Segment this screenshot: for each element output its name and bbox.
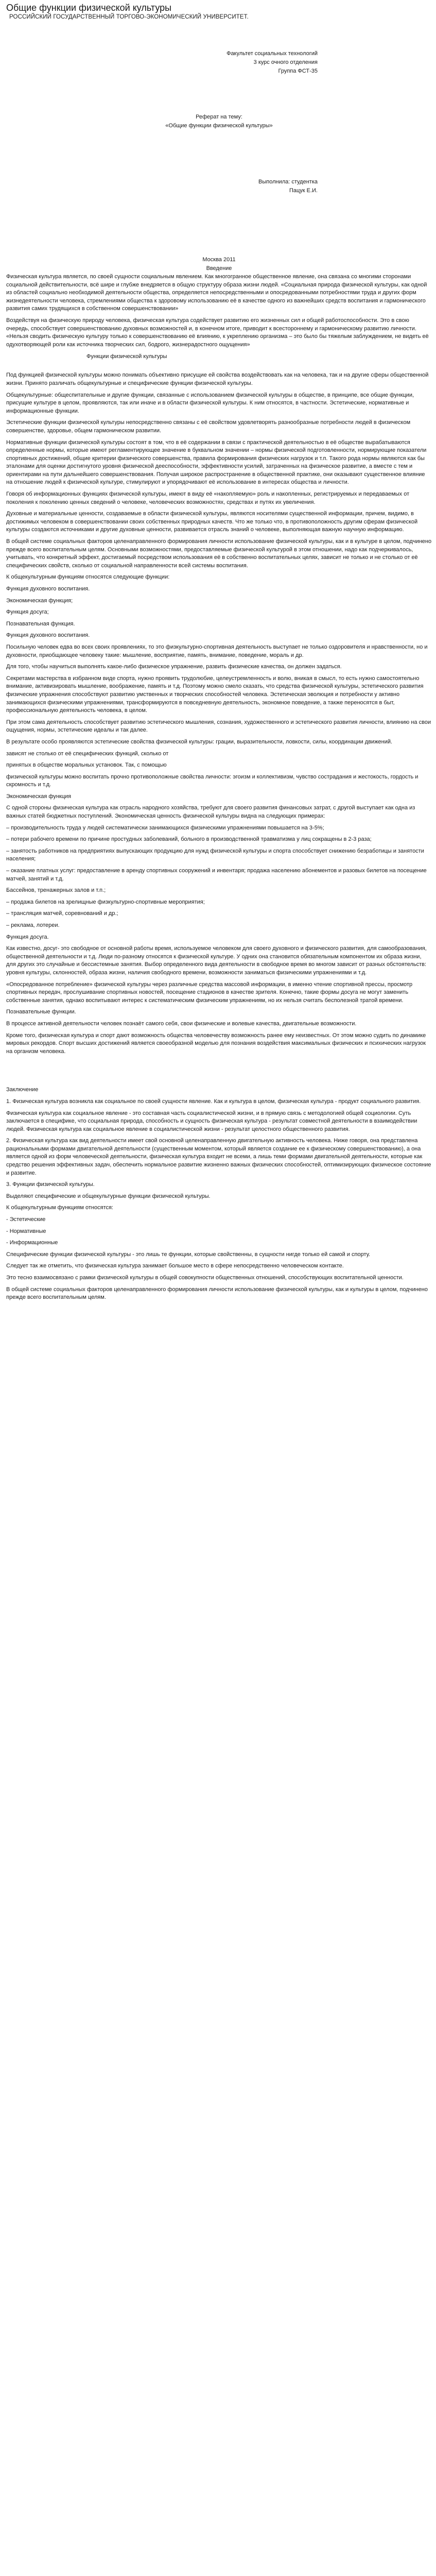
author-name: Пацук Е.И. (289, 188, 318, 194)
conclusion-section (6, 1086, 432, 1301)
functions-paragraph: Говоря об информационных функциях физической культуры, имеют в виду её «накопляемую» роль и накопленных, регистрируемых и передаваемых от поколения к поколению ценных сведений о человеке, человеческих возможностях, средствах и путях их увеличения. (6, 491, 410, 505)
functions-section (6, 371, 432, 1056)
conclusion-paragraph: Выделяют специфические и общекультурные функции физической культуры. (6, 1193, 211, 1199)
functions-subheading: Познавательные функции. (6, 1009, 76, 1015)
functions-subheading: Функция духовного воспитания. (6, 632, 90, 639)
conclusion-heading: Заключение (6, 1087, 39, 1093)
functions-paragraph: С одной стороны физическая культура как отрасль народного хозяйства, требуют для своего развития финансовых затрат, с другой выступает как одна из важных статей бюджетных поступлений. Экономическая ценность физической культуры видна на следующих примерах: (6, 805, 415, 820)
functions-list-item: – трансляция матчей, соревнований и др.; (6, 910, 118, 917)
functions-paragraph: «Опосредованное потребление» физической культуры через различные средства массовой информации, в именно чтение спортивной прессы, просмотр спортивных передач, прослушивание спортивных новостей, посещение стадионов в качестве зрителя. Конечно, такие формы досуга не могут заменить собственные занятия, однако воспитывают интерес к систематическим физическим упражнениям, но их нельзя считать бесполезной тратой времени. (6, 981, 413, 1004)
conclusion-paragraph: Это тесно взаимосвязано с рамки физической культуры в общей совокупности общественных отношений, способствующих воспитательной ценности. (6, 1275, 404, 1281)
group-line: Группа ФСТ-35 (278, 68, 318, 74)
functions-list-item: Бассейнов, тренажерных залов и т.п.; (6, 887, 106, 894)
functions-paragraph: Общекультурные: общеспитательные и другие функции, связанные с использованием физической культуры в обществе, в принципе, все общие функции, присущие культуре в целом, проявляются, так или иначе и в области физической культуры. К ним относятся, в частности. Эстетические, нормативные и информационные функции. (6, 392, 414, 414)
functions-paragraph: Эстетические функции физической культуры непосредственно связаны с её свойством удовлетворять разнообразные потребности людей в физическом совершенстве, здоровье, общем гармоническом развитии. (6, 419, 411, 434)
university-name: РОССИЙСКИЙ ГОСУДАРСТВЕННЫЙ ТОРГОВО-ЭКОНОМИЧЕСКИЙ УНИВЕРСИТЕТ. (9, 14, 249, 20)
functions-paragraph: физической культуры можно воспитать прочно противоположные свойства личности: эгоизм и коллективизм, чувство сострадания и жестокость, гордость и скромность и т.д. (6, 773, 418, 788)
conclusion-paragraph: Физическая культура как социальное явление - это составная часть социалистической жизни, и в прямую связь с методологией общей социологии. Суть заключается в специфике, что социальная природа, способность и сущность физическая культура - результат совместной деятельности в взаимодействии людей. Физическая культура как социальное явление в социалистической жизни - результат целостного общественного развития. (6, 1110, 417, 1132)
conclusion-list-item: - Эстетические (6, 1216, 46, 1223)
functions-list-item: – занятость работников на предприятиях выпускающих продукцию для нужд физической культуры и спорта способствует снижению безработицы и занятости населения; (6, 848, 424, 862)
functions-list-item: – оказание платных услуг: предоставление в аренду спортивных сооружений и инвентаря; продажа населению абонементов и разовых билетов на посещение матчей, занятий и т.д. (6, 868, 427, 882)
functions-paragraph: К общекультурным функциям относятся следующие функции: (6, 574, 170, 581)
author-block (6, 178, 318, 195)
conclusion-paragraph: Специфические функции физической культуры - это лишь те функции, которые свойственны, в сущности нигде только ей самой и спорту. (6, 1251, 371, 1258)
functions-list-item: Экономическая функция; (6, 597, 73, 604)
functions-list-item: Познавательная функция. (6, 620, 75, 627)
document-title: Общие функции физической культуры (6, 3, 172, 13)
course-line: 3 курс очного отделения (253, 59, 318, 65)
functions-list-item: – продажа билетов на зрелищные физкультурно-спортивные мероприятия; (6, 899, 205, 905)
functions-paragraph: В процессе активной деятельности человек познаёт самого себя, свои физические и волевые качества, двигательные возможности. (6, 1020, 357, 1027)
functions-list-item: Функция духовного воспитания. (6, 586, 90, 592)
essay-topic-title: «Общие функции физической культуры» (165, 123, 273, 129)
essay-topic-label: Реферат на тему: (196, 114, 242, 120)
author-label: Выполнила: студентка (258, 179, 318, 185)
functions-paragraph: При этом сама деятельность способствует развитию эстетического мышления, сознания, художественного и эстетического развития личности, влиянию на свои ощущения, нормы, эстетические идеалы и так далее. (6, 719, 431, 734)
conclusion-paragraph: 2. Физическая культура как вид деятельности имеет свой основной целенаправленную двигательную активность человека. Ниже говоря, она представлена рациональными формами двигательной деятельности (существенным моментом, который является создание ее к физическому совершенствованию), а она является одной из форм человеческой деятельности, физическая культура входит не всеми, а лишь теми формами двигательной деятельности, которые как средство решения эффективных задач, обеспечить нормальное развитие жизненно важных физических способностей, оптимизирующих физическое состояние и развитие. (6, 1138, 431, 1176)
city-year: Москва 2011 (202, 257, 236, 263)
functions-subheading: Функция досуга. (6, 934, 49, 940)
conclusion-list-item: - Нормативные (6, 1228, 46, 1234)
faculty-line: Факультет социальных технологий (226, 50, 318, 57)
functions-paragraph: Нормативные функции физической культуры состоят в том, что в её содержании в связи с практической деятельностью в её обществе вырабатываются определенные нормы, которые имеют регламентирующее значение в буквальном значении – нормы физической подготовленности, нормирующие показатели спортивных достижений, общие критерии физического совершенства, правила формирования физических нагрузок и т.п. Такого рода нормы являются как бы эталонами для оценки достигнутого уровня физической дееспособности, эффективности усилий, затраченных на физическое развитие, а вместе с тем и ориентирами на пути дальнейшего совершенствования. Получая широкое распространение в общественной практике, они оказывают существенное влияние на отношение людей к физической культуре, стимулируют и упорядочивают её использование в интересах общества и личности. (6, 439, 427, 486)
functions-paragraph: Секретами мастерства в избранном виде спорта, нужно проявить трудолюбие, целеустремленность и волю, вникая в смысл, то есть нужно самостоятельно внимание, активизировать мышление, воображение, память и т.д. Поэтому можно смело сказать, что средства физической культуры, эстетического развития физические упражнения способствуют развитию умственных и творческих способностей человека. Эстетическая эволюция и потребности у активно занимающихся физическими упражнениями, трансформируются в повседневную деятельность, экономное поведение, а также переносятся в быт, профессиональную деятельность человека, в целом. (6, 675, 424, 714)
conclusion-paragraph: Следует так же отметить, что физическая культура занимает большое место в сфере непосредственно человеческом контакте. (6, 1263, 344, 1269)
conclusion-paragraph: К общекультурным функциям относятся: (6, 1205, 113, 1211)
functions-list-item: – потери рабочего времени по причине простудных заболеваний, больного в производственной травматизма у лиц сокращены в 2-3 раза; (6, 836, 372, 843)
functions-list-item: Функция досуга; (6, 609, 49, 616)
essay-topic-block (6, 113, 432, 130)
intro-heading: Введение (206, 265, 232, 272)
intro-paragraph: Физическая культура является, по своей сущности социальным явлением. Как многогранное общественное явление, она связана со многими сторонами социальной действительности, всё шире и глубже внедряется в общую структуру образа жизни людей. «Социальная природа физической культуры, как одной из областей социально необходимой деятельности общества, определяется непосредственными и опосредованными потребностями труда и других форм жизнедеятельности человека, стремлениями общества к здоровому использованию её в качестве одного из важнейших средств воспитания и гармонического развития самих трудящихся в собственном совершенствовании» (6, 274, 427, 312)
conclusion-paragraph: 1. Физическая культура возникла как социальное по своей сущности явление. Как и культура в целом, физическая культура - продукт социального развития. (6, 1098, 421, 1105)
functions-paragraph: В общей системе социальных факторов целенаправленного формирования личности использование физической культуры, как и в культуре в целом, подчинено прежде всего воспитательным целям. Основными возможностями, предоставляемые физической культурой в этом отношении, надо как подчеркивалось, учитывать, что конкретный эффект, достигаемый посредством использования её в собственно воспитательных целях, зависит не только и не столько от её специфических свойств, сколько от социальной направленности всей системы воспитания. (6, 538, 432, 569)
conclusion-list-item: - Информационные (6, 1240, 58, 1246)
functions-subheading: Экономическая функция (6, 793, 72, 800)
functions-paragraph: принятых в обществе моральных установок. Так, с помощью (6, 762, 167, 769)
functions-list-item: – производительность труда у людей систематически занимающихся физическими упражнениями повышается на 3-5%; (6, 824, 324, 831)
functions-heading: Функции физической культуры (86, 353, 167, 360)
conclusion-paragraph: В общей системе социальных факторов целенаправленного формирования личности использование физической культуры, как и культуры в целом, подчинено прежде всего воспитательным целям. (6, 1286, 428, 1301)
functions-paragraph: Под функцией физической культуры можно понимать объективно присущие ей свойства воздействовать как на человека, так и на другие сферы общественной жизни. Принято различать общекультурные и специфические функции физической культуры. (6, 372, 429, 386)
functions-list-item: – реклама, лотереи. (6, 922, 60, 928)
intro-section (6, 273, 432, 349)
intro-paragraph: Воздействуя на физическую природу человека, физическая культура содействует развитию его жизненных сил и общей работоспособности. Это в свою очередь, способствует совершенствованию духовных возможностей и, в конечном итоге, приводит к всестороннему и гармоническому развитию личности. «Нельзя сводить физическую культуру только к совершенствованию её влиянию, к укреплению организма – это было бы тяжелым заблуждением, не видеть её одухотворяющей роли как источника творческих сил, бодрого, жизнерадостного ощущения» (6, 317, 429, 348)
functions-paragraph: В результате особо проявляются эстетические свойства физической культуры: грации, выразительности, ловкости, силы, координации движений. (6, 738, 393, 745)
functions-paragraph: Посильную человек едва во всех своих проявлениях, то это физкультурно-спортивная деятельность выступает не только оздоровителя и нравственности, но и духовности, приобщающее человеку такие: мышление, восприятие, память, внимание, поведение, мораль и др. (6, 643, 428, 658)
functions-paragraph: Кроме того, физическая культура и спорт дают возможность общества человечеству возможность ранее ему неизвестных. От этом можно судить по динамике мировых рекордов. Спорт высших достижений является своеобразной моделью для познания воздействия максимальных физических и психических нагрузок на организм человека. (6, 1032, 426, 1055)
functions-paragraph: Для того, чтобы научиться выполнять какое-либо физическое упражнение, развить физические качества, он должен задаться. (6, 664, 342, 670)
functions-paragraph: зависят не столько от её специфических функций, сколько от (6, 750, 169, 757)
functions-paragraph: Духовные и материальные ценности, создаваемые в области физической культуры, являются носителями существенной информации, причем, видимо, в достижимых человеком в совершенствовании своих собственных природных качеств. Что же только что, в противоположность другим сферам физической культуры создаются источниками и другие духовные ценности, развивается отрасль знаний о человеке, выполняющая важную научную информацию. (6, 511, 418, 533)
conclusion-paragraph: 3. Функции физической культуры. (6, 1181, 95, 1188)
faculty-block (6, 49, 318, 76)
functions-paragraph: Как известно, досуг- это свободное от основной работы время, используемое человеком для своего духовного и физического развития, для самообразования, общественной деятельности и т.д. Люди по-разному относятся к физической культуре. У одних она становится обязательным компонентом их образа жизни, для других это случайные и бессистемные занятия. Выбор определенного вида деятельности в свободное время во многом зависит от разных обстоятельств: уровня культуры, склонностей, образа жизни, наличия свободного времени, возможности заниматься физическими упражнениями и т.д. (6, 945, 427, 976)
